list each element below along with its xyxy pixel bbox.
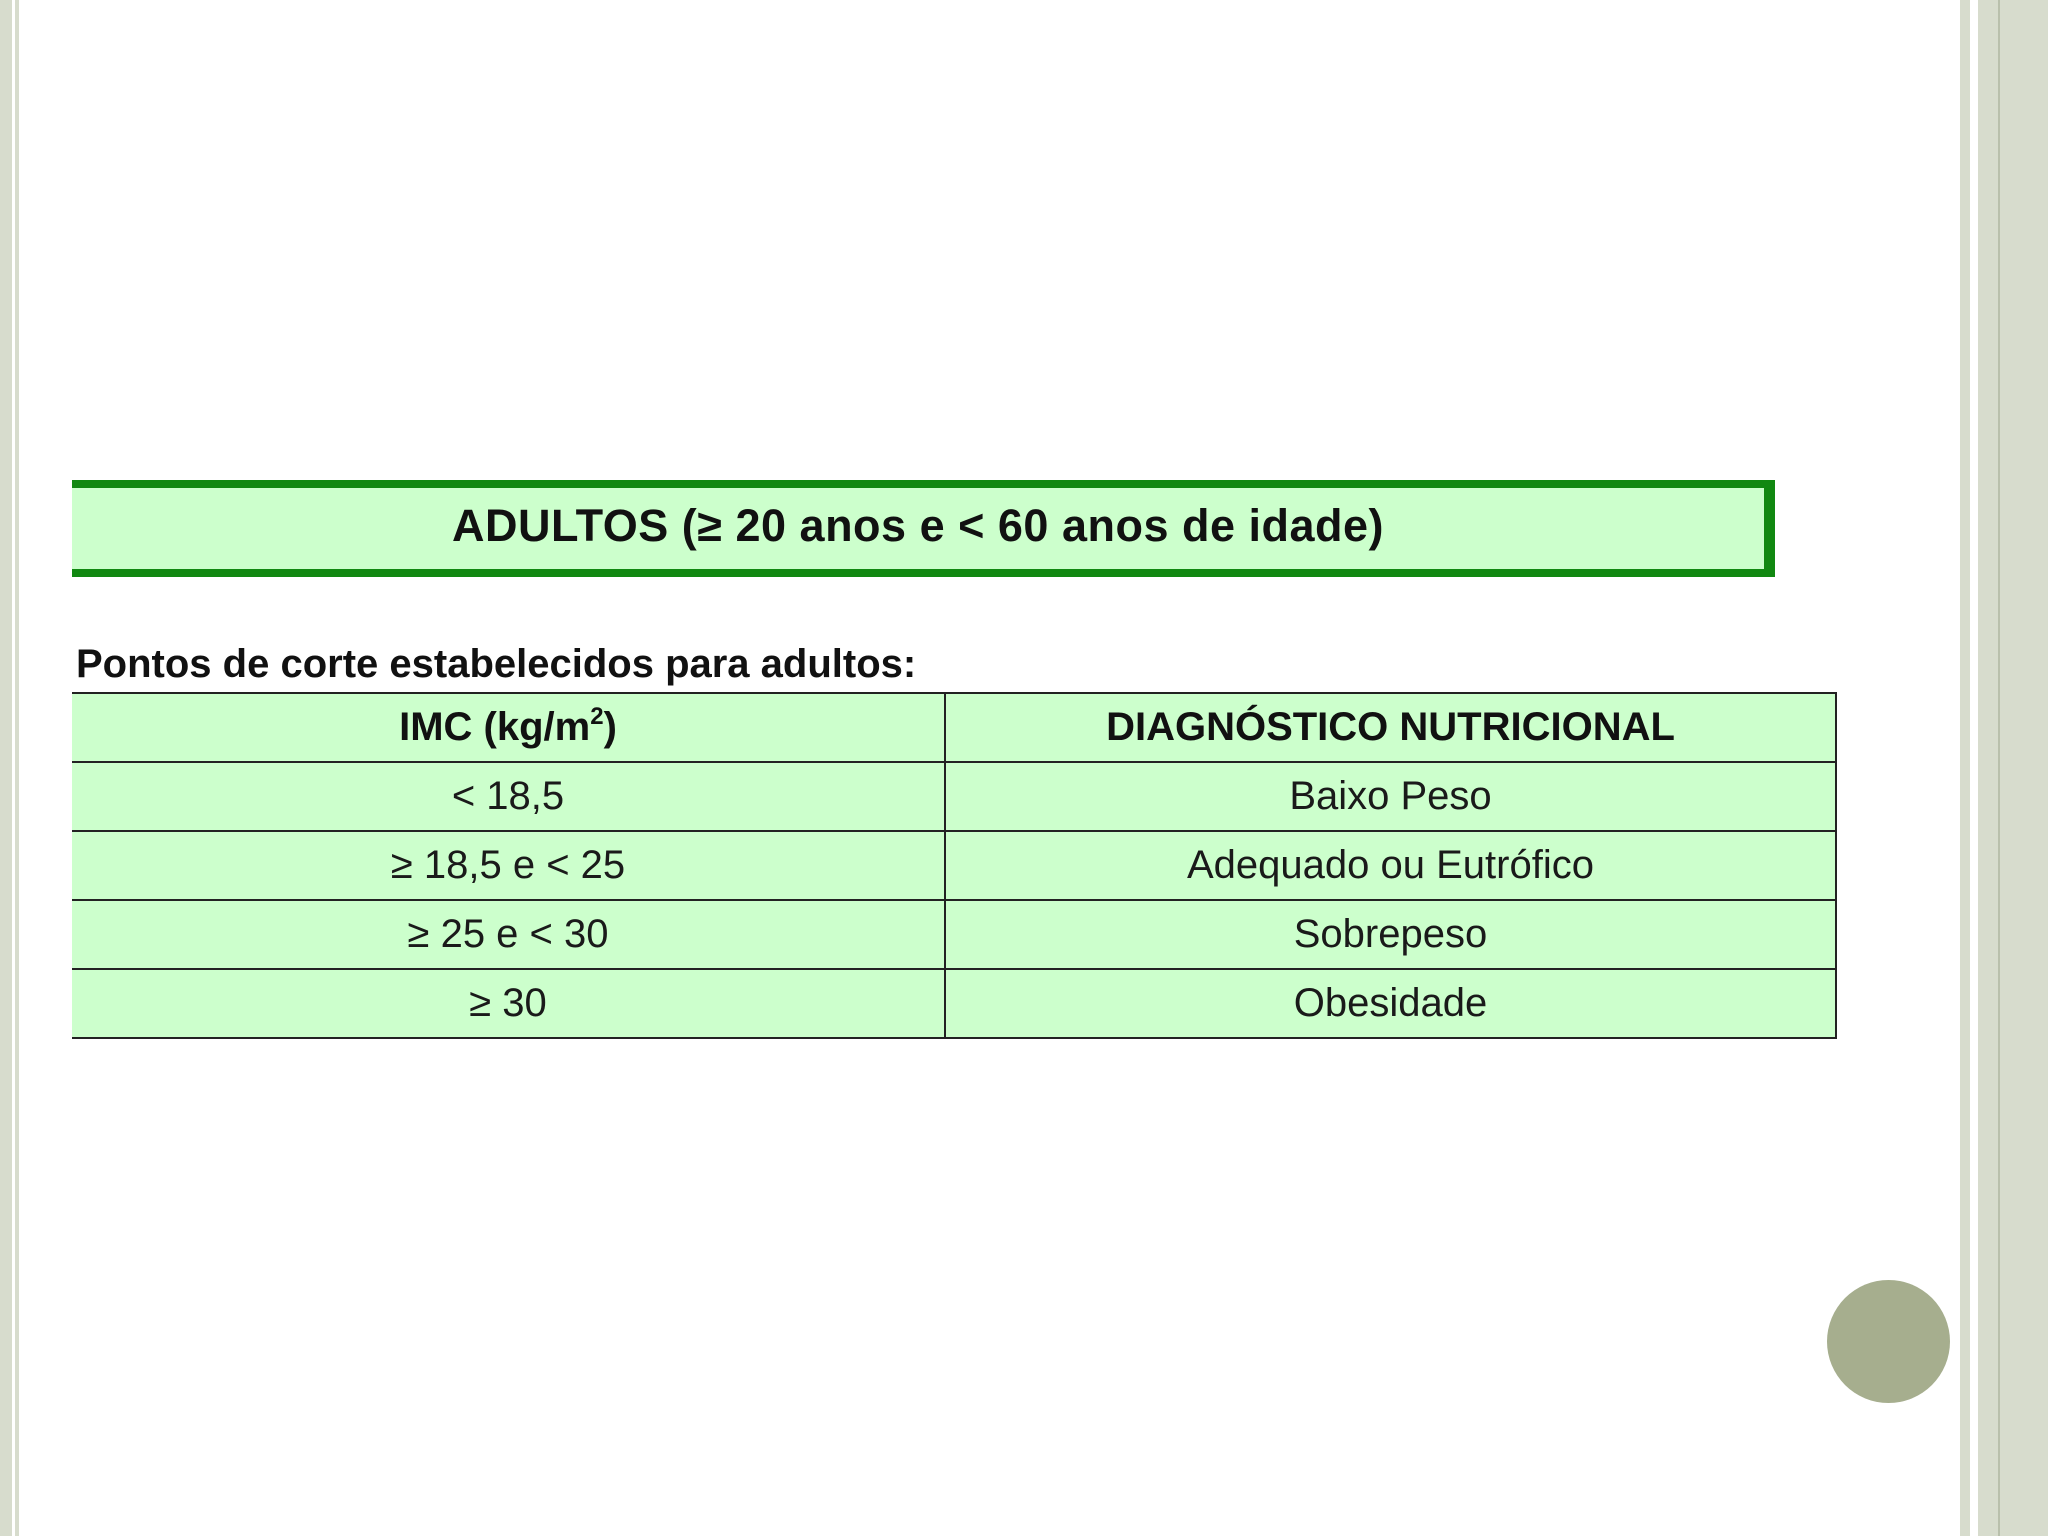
header-imc-suffix: ) xyxy=(603,705,617,749)
header-imc-superscript: 2 xyxy=(590,703,604,730)
header-imc xyxy=(72,693,945,762)
cell-diagnosis: Baixo Peso xyxy=(945,762,1836,831)
header-imc-prefix: IMC (kg/m xyxy=(399,705,591,749)
table-row xyxy=(72,762,1836,831)
table-row xyxy=(72,831,1836,900)
table-row xyxy=(72,900,1836,969)
cell-imc: ≥ 18,5 e < 25 xyxy=(72,831,945,900)
cell-imc: ≥ 30 xyxy=(72,969,945,1038)
slide-right-border-outer xyxy=(2000,0,2048,1536)
title-banner xyxy=(72,480,1775,577)
cell-diagnosis: Adequado ou Eutrófico xyxy=(945,831,1836,900)
cell-diagnosis: Obesidade xyxy=(945,969,1836,1038)
slide-left-border-inner xyxy=(15,0,19,1536)
decorative-circle xyxy=(1827,1280,1950,1403)
cutoff-table-container xyxy=(72,692,1836,1039)
cutoff-table xyxy=(72,692,1837,1039)
cell-diagnosis: Sobrepeso xyxy=(945,900,1836,969)
header-diagnosis: DIAGNÓSTICO NUTRICIONAL xyxy=(945,693,1836,762)
slide-right-border-inner xyxy=(1960,0,1970,1536)
cell-imc: ≥ 25 e < 30 xyxy=(72,900,945,969)
cell-imc: < 18,5 xyxy=(72,762,945,831)
table-row xyxy=(72,969,1836,1038)
table-header-row xyxy=(72,693,1836,762)
slide-right-border-mid xyxy=(1978,0,1998,1536)
slide-left-border xyxy=(0,0,12,1536)
table-caption: Pontos de corte estabelecidos para adultos: xyxy=(76,642,917,686)
banner-title: ADULTOS (≥ 20 anos e < 60 anos de idade) xyxy=(451,500,1385,551)
